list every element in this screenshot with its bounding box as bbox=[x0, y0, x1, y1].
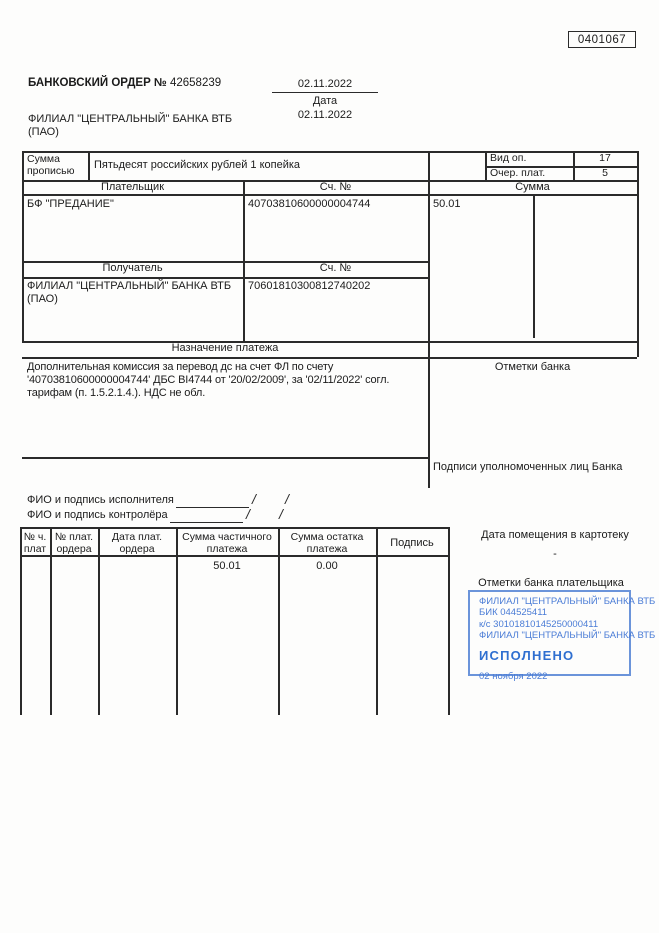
payer-account-header: Сч. № bbox=[319, 181, 352, 193]
priority-value: 5 bbox=[602, 167, 608, 179]
partial-col6-header: Подпись bbox=[390, 537, 434, 549]
partial-col-line-0 bbox=[20, 527, 22, 715]
issuing-bank-line1: ФИЛИАЛ "ЦЕНТРАЛЬНЫЙ" БАНКА ВТБ bbox=[28, 113, 233, 125]
stamp-bik: БИК 044525411 bbox=[479, 607, 548, 619]
bank-marks-label: Отметки банка bbox=[494, 361, 571, 373]
rest-sum-value: 0.00 bbox=[316, 560, 338, 572]
payee-name-line1: ФИЛИАЛ "ЦЕНТРАЛЬНЫЙ" БАНКА ВТБ bbox=[27, 280, 232, 292]
controller-slash-1: / bbox=[246, 506, 250, 522]
document-title bbox=[28, 77, 221, 90]
payee-header: Получатель bbox=[102, 262, 163, 274]
executor-slash-2: / bbox=[285, 491, 289, 507]
card-index-label: Дата помещения в картотеку bbox=[481, 529, 629, 541]
controller-signature-label: ФИО и подпись контролёра bbox=[27, 509, 168, 521]
stamp-status: ИСПОЛНЕНО bbox=[479, 647, 575, 663]
partial-col-line-3 bbox=[176, 527, 178, 715]
date-value-bottom: 02.11.2022 bbox=[297, 109, 353, 121]
partial-col-line-5 bbox=[376, 527, 378, 715]
date-label: Дата bbox=[312, 95, 338, 107]
table-left-border bbox=[22, 151, 24, 341]
partial-col5-header-l2: платежа bbox=[306, 543, 348, 555]
amount-words-label-line1: Сумма bbox=[27, 153, 60, 165]
stamp-bank-line1: ФИЛИАЛ "ЦЕНТРАЛЬНЫЙ" БАНКА ВТБ bbox=[479, 596, 656, 607]
issuing-bank-line2: (ПАО) bbox=[28, 126, 59, 138]
purpose-cell-bottom bbox=[22, 457, 428, 459]
payer-header: Плательщик bbox=[100, 181, 165, 193]
payer-account: 40703810600000004744 bbox=[248, 198, 371, 210]
purpose-header: Назначение платежа bbox=[171, 342, 279, 354]
date-underline bbox=[272, 92, 378, 93]
partial-col1-header-l2: плат bbox=[23, 543, 47, 555]
amount-words-value: Пятьдесят российских рублей 1 копейка bbox=[94, 159, 301, 171]
op-type-label: Вид оп. bbox=[490, 152, 527, 164]
executor-signature-line bbox=[176, 507, 249, 508]
table-right-border bbox=[637, 151, 639, 357]
card-index-dash: - bbox=[553, 548, 557, 560]
payer-sum: 50.01 bbox=[433, 198, 461, 210]
sum-column-left-border bbox=[428, 151, 430, 488]
amount-label-divider bbox=[88, 151, 90, 180]
controller-signature-line bbox=[170, 522, 243, 523]
bank-execution-stamp bbox=[468, 590, 656, 682]
partial-col3-header-l2: ордера bbox=[119, 543, 155, 555]
authorized-signatures-label: Подписи уполномоченных лиц Банка bbox=[433, 461, 623, 473]
amount-words-label-line2: прописью bbox=[27, 165, 75, 177]
op-type-value: 17 bbox=[599, 152, 611, 164]
payee-account-header: Сч. № bbox=[319, 262, 352, 274]
executor-signature-label: ФИО и подпись исполнителя bbox=[27, 494, 174, 506]
partial-col4-header-l2: платежа bbox=[206, 543, 248, 555]
op-cell-left-border bbox=[485, 151, 487, 180]
payee-account: 70601810300812740202 bbox=[248, 280, 371, 292]
payer-name: БФ "ПРЕДАНИЕ" bbox=[27, 198, 114, 210]
executor-slash-1: / bbox=[252, 491, 256, 507]
stamp-corr-account: к/с 30101810145250000411 bbox=[479, 618, 599, 630]
partial-col4-header-l1: Сумма частичного bbox=[182, 531, 272, 543]
partial-col2-header-l1: № плат. bbox=[54, 531, 94, 543]
priority-label: Очер. плат. bbox=[490, 167, 546, 179]
purpose-line3: тарифам (п. 1.5.2.1.4.). НДС не обл. bbox=[27, 387, 206, 399]
partial-col5-header-l1: Сумма остатка bbox=[290, 531, 364, 543]
sum-column-split bbox=[533, 194, 535, 338]
partial-col-line-1 bbox=[50, 527, 52, 715]
controller-slash-2: / bbox=[279, 506, 283, 522]
purpose-line2: '40703810600000004744' ДБС BI4744 от '20/02/2009', за '02/11/2022' согл. bbox=[27, 374, 390, 386]
partial-col-line-6 bbox=[448, 527, 450, 715]
partial-col-line-2 bbox=[98, 527, 100, 715]
name-account-divider bbox=[243, 180, 245, 341]
purpose-line1: Дополнительная комиссия за перевод дс на счет ФЛ по счету bbox=[27, 361, 334, 373]
payee-name-line2: (ПАО) bbox=[27, 293, 58, 305]
partial-col-line-4 bbox=[278, 527, 280, 715]
partial-col3-header-l1: Дата плат. bbox=[111, 531, 163, 543]
header-row-bottom bbox=[22, 194, 637, 196]
date-value-top: 02.11.2022 bbox=[297, 78, 353, 90]
partial-col1-header-l1: № ч. bbox=[23, 531, 47, 543]
partial-col2-header-l2: ордера bbox=[56, 543, 92, 555]
payer-bank-marks-label: Отметки банка плательщика bbox=[478, 577, 624, 589]
document-title-label: БАНКОВСКИЙ ОРДЕР № bbox=[28, 77, 167, 89]
partial-table-header-bottom bbox=[20, 555, 448, 557]
order-number: 42658239 bbox=[169, 77, 222, 89]
form-code: 0401067 bbox=[577, 33, 627, 46]
payee-header-bottom bbox=[22, 277, 428, 279]
sum-header: Сумма bbox=[515, 181, 550, 193]
purpose-header-bottom bbox=[22, 357, 637, 359]
form-code-box bbox=[568, 31, 636, 48]
partial-sum-value: 50.01 bbox=[213, 560, 241, 572]
stamp-bank-line2: ФИЛИАЛ "ЦЕНТРАЛЬНЫЙ" БАНКА ВТБ bbox=[479, 630, 656, 642]
partial-table-top bbox=[20, 527, 448, 529]
table-top-border bbox=[22, 151, 637, 153]
stamp-date: 02 ноября 2022 bbox=[479, 670, 548, 682]
